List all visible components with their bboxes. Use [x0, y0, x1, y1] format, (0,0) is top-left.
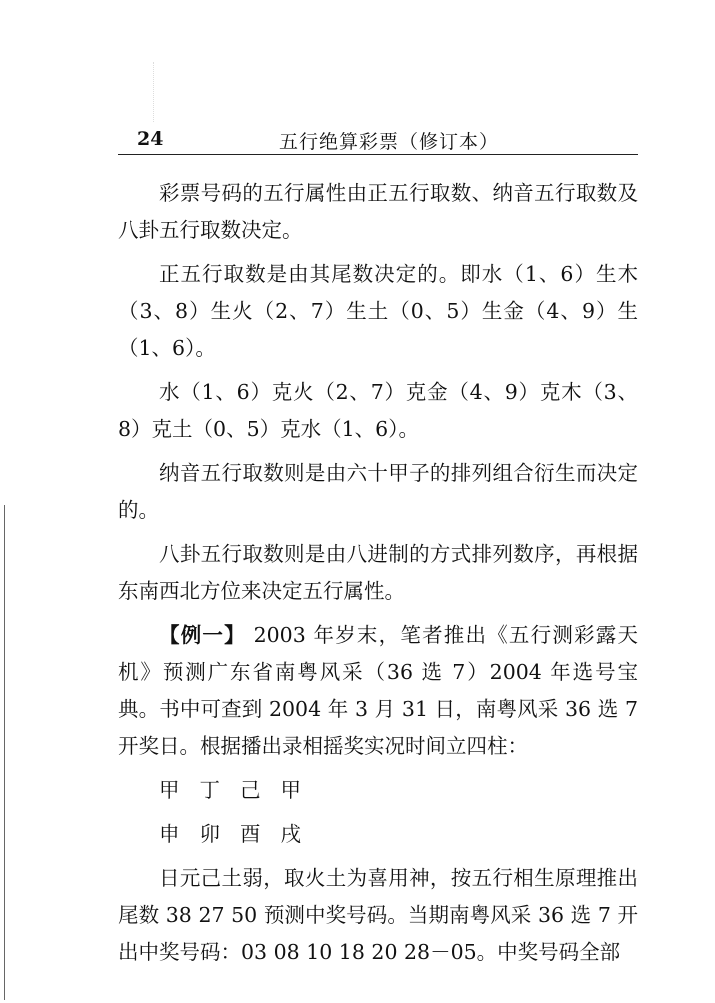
pillar-stems-row	[118, 772, 638, 809]
scan-artifact	[153, 62, 155, 122]
example-label: 【例一】	[159, 623, 246, 647]
binding-edge-line	[4, 505, 5, 1000]
paragraph-ke-cycle: 水（1、6）克火（2、7）克金（4、9）克木（3、8）克土（0、5）克水（1、6）。	[118, 380, 638, 441]
pillar-branch: 戌	[280, 822, 301, 846]
pillar-stem: 甲	[280, 778, 301, 802]
paragraph-nayin: 纳音五行取数则是由六十甲子的排列组合衍生而决定的。	[118, 461, 638, 522]
page-number: 24	[137, 128, 164, 150]
paragraph-zheng-wuxing: 正五行取数是由其尾数决定的。即水（1、6）生木（3、8）生火（2、7）生土（0、5）生金（4、9）生（1、6）。	[118, 262, 638, 360]
pillar-branch: 酉	[240, 822, 261, 846]
pillar-branch: 申	[159, 822, 180, 846]
running-title: 五行绝算彩票（修订本）	[279, 131, 500, 153]
paragraph-example	[118, 617, 638, 765]
pillar-stem: 己	[240, 778, 261, 802]
body-text	[118, 175, 638, 978]
pillar-stem: 丁	[199, 778, 220, 802]
pillar-branch: 卯	[199, 822, 220, 846]
paragraph-attributes: 彩票号码的五行属性由正五行取数、纳音五行取数及八卦五行取数决定。	[118, 181, 638, 242]
header-rule	[118, 154, 638, 155]
pillar-branches-row	[118, 816, 638, 853]
paragraph-bagua: 八卦五行取数则是由八进制的方式排列数序，再根据东南西北方位来决定五行属性。	[118, 542, 638, 603]
paragraph-result: 日元己土弱，取火土为喜用神，按五行相生原理推出尾数 38 27 50 预测中奖号码。当期南粤风采 36 选 7 开出中奖号码：03 08 10 18 20 28－05。中奖号码全部	[118, 866, 638, 964]
pillar-stem: 甲	[159, 778, 180, 802]
example-text: 2003 年岁末，笔者推出《五行测彩露天机》预测广东省南粤风采（36 选 7）2004 年选号宝典。书中可查到 2004 年 3 月 31 日，南粤风采 36 选 7 开奖日。根据播出录相摇奖实况时间立四柱：	[118, 623, 638, 758]
